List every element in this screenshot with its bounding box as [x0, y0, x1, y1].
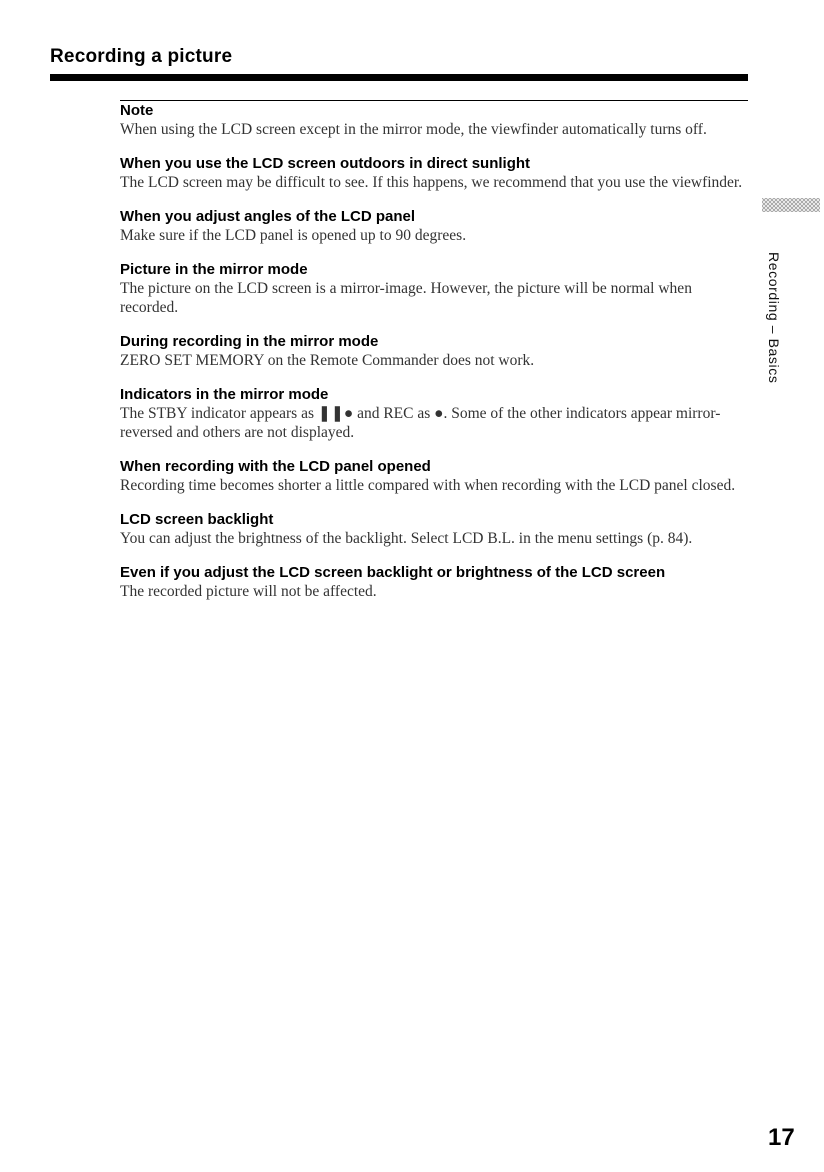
section-body: The STBY indicator appears as ❚❚● and REC as ●. Some of the other indicators appear mirror-reversed and others are not displayed. — [120, 405, 721, 441]
content-rule — [120, 100, 748, 101]
section-body: You can adjust the brightness of the backlight. Select LCD B.L. in the menu settings (p. 84). — [120, 530, 693, 547]
section-adjust-angles — [120, 208, 748, 245]
section-body: When using the LCD screen except in the mirror mode, the viewfinder automatically turns off. — [120, 121, 707, 138]
chapter-tab-marker — [762, 198, 820, 212]
section-heading: When recording with the LCD panel opened — [120, 458, 431, 475]
section-heading: When you use the LCD screen outdoors in direct sunlight — [120, 155, 531, 172]
section-mirror-mode-indicators — [120, 386, 748, 442]
section-heading: Note — [120, 102, 154, 119]
section-mirror-mode-picture — [120, 261, 748, 317]
section-body: The LCD screen may be difficult to see. If this happens, we recommend that you use the viewfinder. — [120, 174, 743, 191]
section-heading: Even if you adjust the LCD screen backlight or brightness of the LCD screen — [120, 564, 666, 581]
section-mirror-mode-recording — [120, 333, 748, 370]
title-rule — [50, 74, 748, 81]
page-title: Recording a picture — [50, 46, 233, 67]
chapter-side-label-text: Recording – Basics — [766, 252, 782, 384]
section-panel-opened — [120, 458, 748, 495]
section-body: Make sure if the LCD panel is opened up to 90 degrees. — [120, 227, 467, 244]
section-heading: LCD screen backlight — [120, 511, 274, 528]
section-heading: Picture in the mirror mode — [120, 261, 308, 278]
section-body: The recorded picture will not be affected. — [120, 583, 377, 600]
section-heading: When you adjust angles of the LCD panel — [120, 208, 416, 225]
section-brightness — [120, 564, 748, 601]
chapter-side-label — [766, 252, 794, 384]
section-body: The picture on the LCD screen is a mirror-image. However, the picture will be normal when recorded. — [120, 280, 692, 316]
section-direct-sunlight — [120, 155, 748, 192]
section-body: ZERO SET MEMORY on the Remote Commander does not work. — [120, 352, 535, 369]
section-heading: Indicators in the mirror mode — [120, 386, 329, 403]
content-body — [120, 102, 748, 617]
section-heading: During recording in the mirror mode — [120, 333, 379, 350]
section-note — [120, 102, 748, 139]
page-number: 17 — [768, 1124, 795, 1151]
section-body: Recording time becomes shorter a little compared with when recording with the LCD panel closed. — [120, 477, 736, 494]
section-backlight — [120, 511, 748, 548]
